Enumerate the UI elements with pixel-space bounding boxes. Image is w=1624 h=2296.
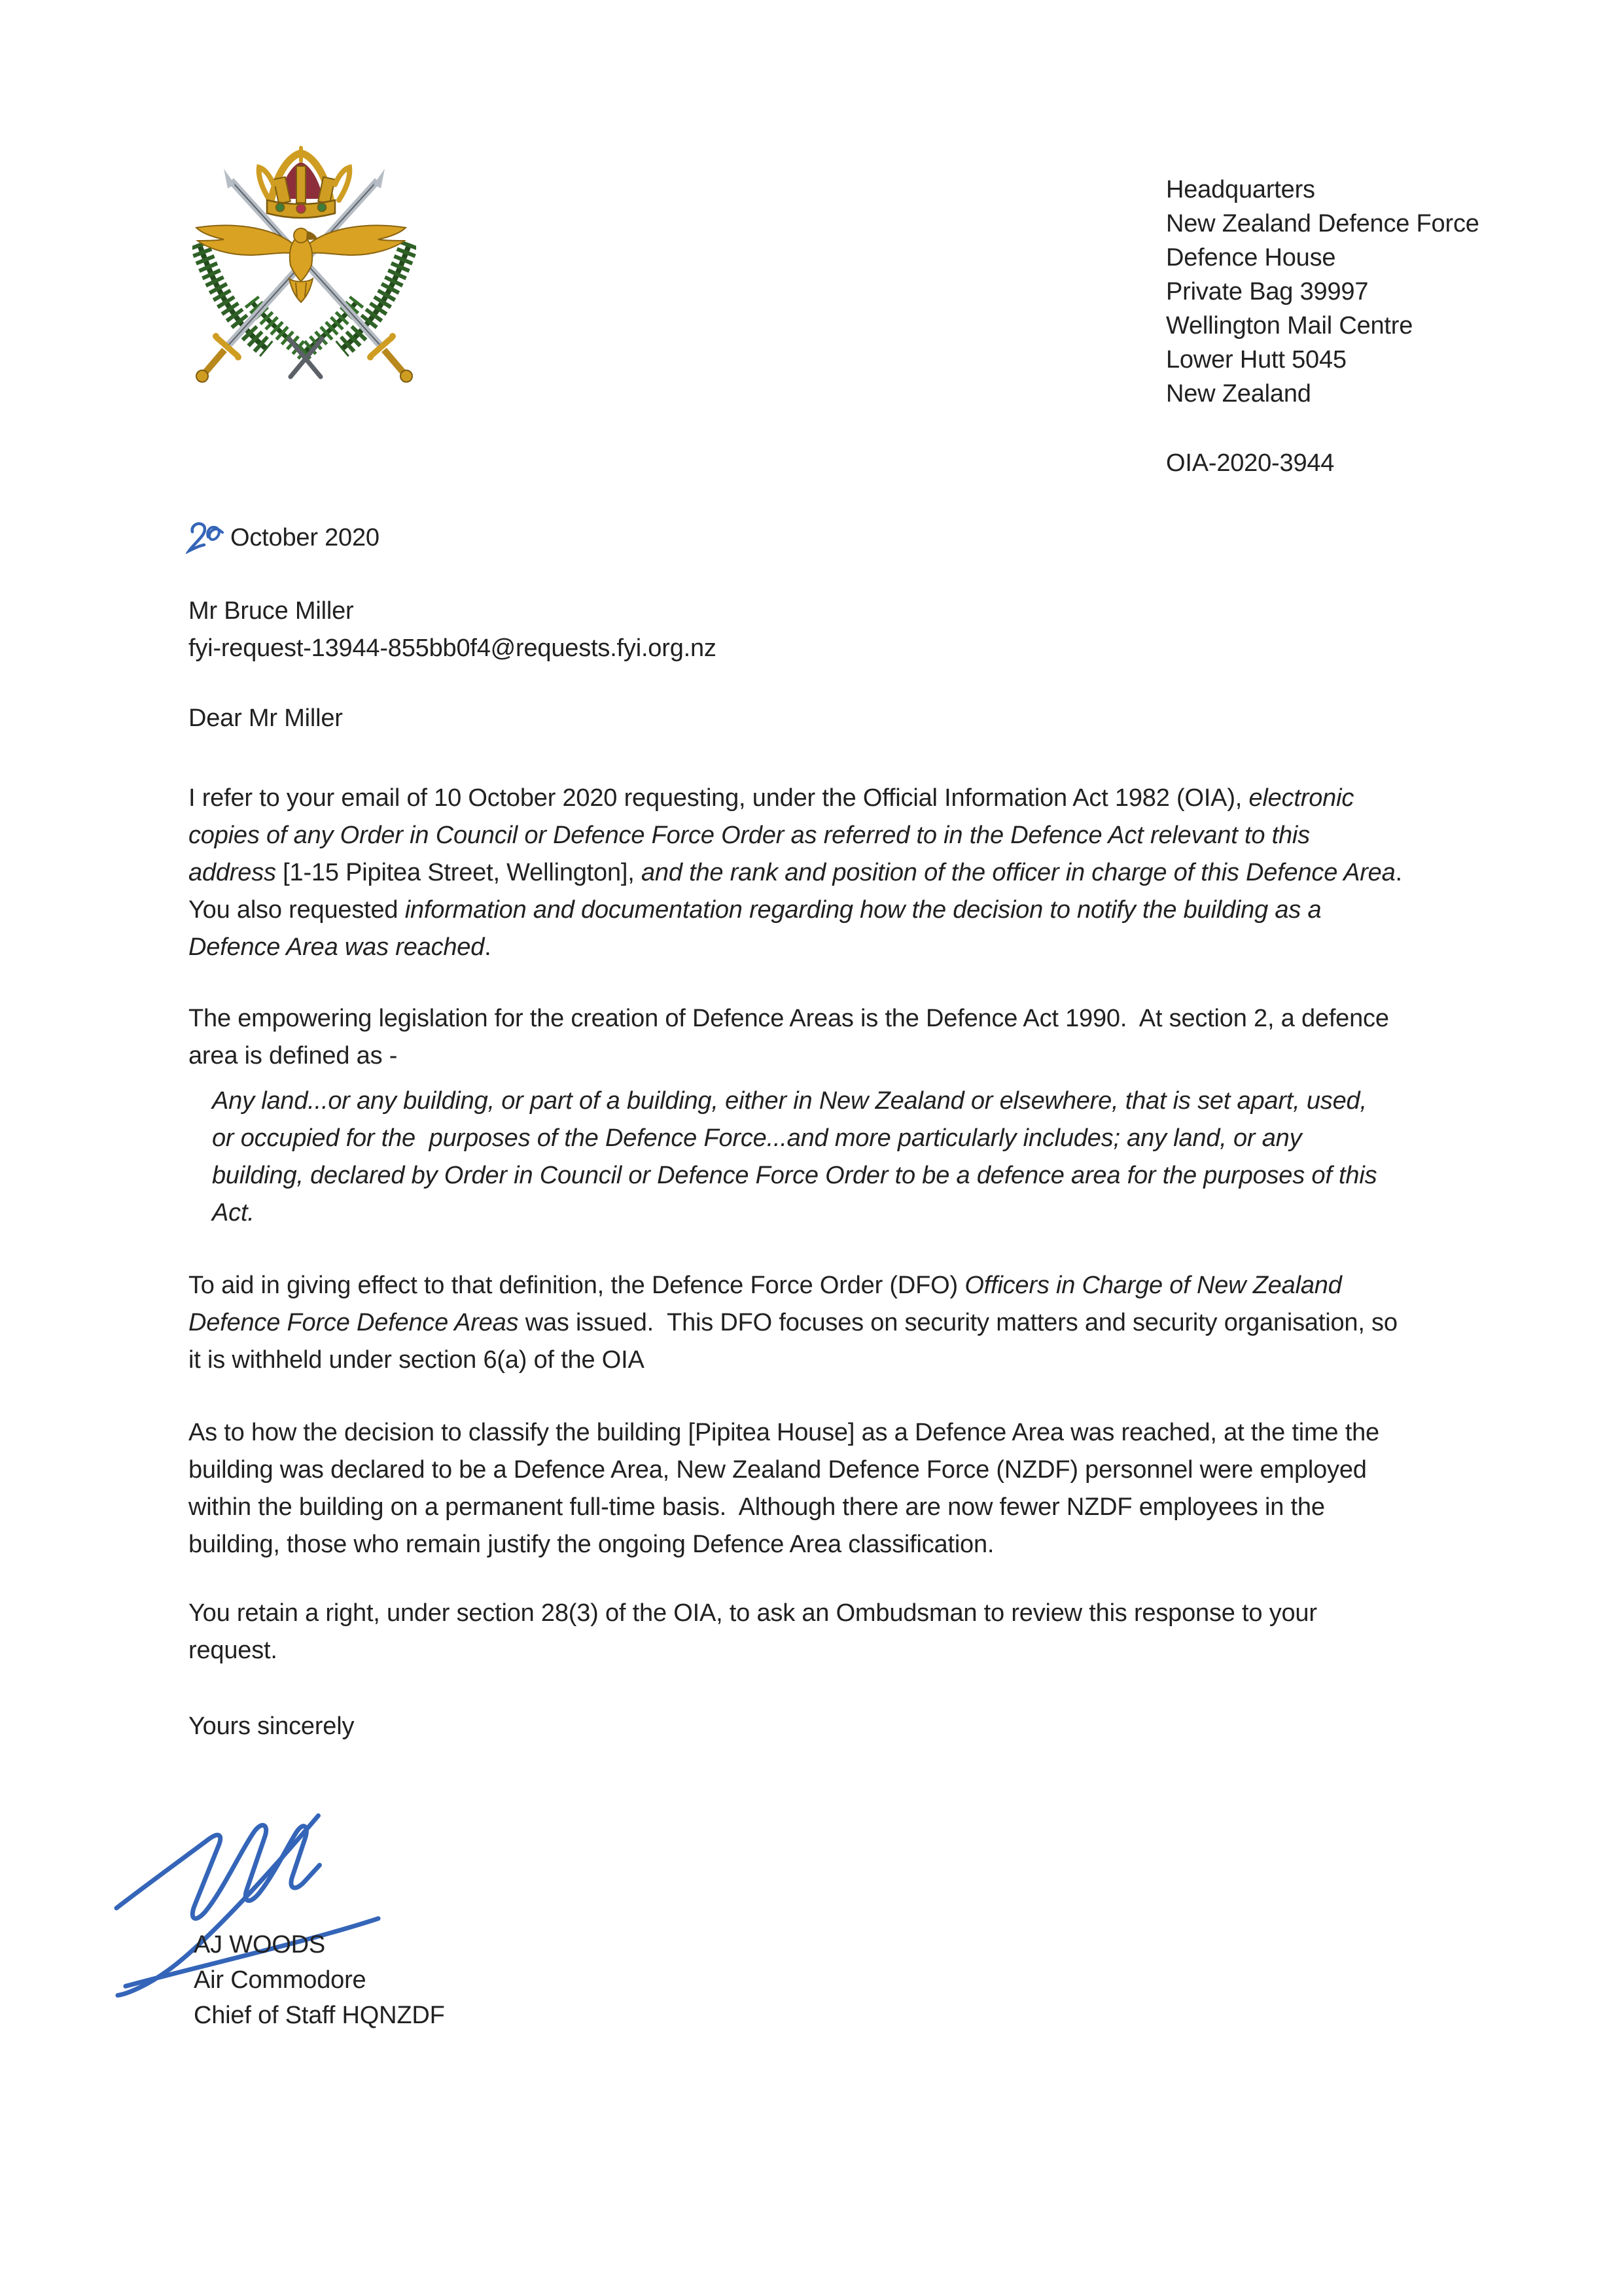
paragraph-text: To aid in giving effect to that definition, the Defence Force Order (DFO): [188, 1272, 965, 1299]
salutation: Dear Mr Miller: [188, 704, 343, 732]
sender-line: Headquarters: [1166, 176, 1315, 203]
paragraph-text-italic: Officers in Charge of New Zealand Defence Force Defence Areas: [188, 1272, 1349, 1336]
paragraph-text: was issued. This DFO focuses on security matters and security organisation, so it is withheld under section 6(a) of the OIA: [188, 1309, 1405, 1374]
date-text: October 2020: [230, 524, 380, 551]
sender-line: Lower Hutt 5045: [1166, 346, 1347, 374]
closing: Yours sincerely: [188, 1713, 355, 1740]
paragraph-text: .: [484, 933, 491, 961]
paragraph-legislation: [188, 1000, 1403, 1075]
paragraph-text-italic: electronic copies of any Order in Council or Defence Force Order as referred to in the Defence Act relevant to this address: [188, 784, 1361, 886]
signatory-block: [194, 1927, 445, 2033]
paragraph-text: [1-15 Pipitea Street, Wellington],: [283, 859, 641, 886]
sender-line: New Zealand Defence Force: [1166, 210, 1479, 237]
paragraph-text: You retain a right, under section 28(3) of the OIA, to ask an Ombudsman to review this response to your request.: [188, 1599, 1324, 1664]
nzdf-crest-logo: [192, 144, 416, 387]
signatory-title: Chief of Staff HQNZDF: [194, 2002, 445, 2029]
paragraph-ombudsman: [188, 1595, 1403, 1669]
paragraph-classification: [188, 1414, 1403, 1563]
handwritten-day-icon: [186, 521, 225, 555]
sender-line: Wellington Mail Centre: [1166, 312, 1413, 339]
quote-defence-area-definition: [212, 1083, 1395, 1232]
paragraph-text: . You also requested: [188, 859, 1415, 924]
sender-line: Private Bag 39997: [1166, 278, 1369, 305]
signatory-name: AJ WOODS: [194, 1931, 326, 1958]
crown-icon: [259, 148, 350, 218]
recipient-block: [188, 593, 716, 667]
sender-line: New Zealand: [1166, 380, 1311, 408]
recipient-name: Mr Bruce Miller: [188, 597, 354, 625]
sender-line: Defence House: [1166, 244, 1336, 271]
paragraph-text-italic: information and documentation regarding how the decision to notify the building as a Defence Area was reached: [188, 896, 1328, 961]
paragraph-text-italic: and the rank and position of the officer in charge of this Defence Area: [641, 859, 1396, 886]
sender-address: [1166, 173, 1479, 411]
paragraph-request: [188, 780, 1415, 966]
signatory-rank: Air Commodore: [194, 1966, 366, 1994]
paragraph-text: The empowering legislation for the creation of Defence Areas is the Defence Act 1990. At section 2, a defence area is defined as -: [188, 1005, 1396, 1070]
paragraph-dfo: [188, 1267, 1403, 1379]
paragraph-text: I refer to your email of 10 October 2020 requesting, under the Official Information Act 1982 (OIA),: [188, 784, 1249, 812]
recipient-email: fyi-request-13944-855bb0f4@requests.fyi.org.nz: [188, 635, 716, 662]
quote-text: Any land...or any building, or part of a building, either in New Zealand or elsewhere, that is set apart, used, or occupied for the purposes of the Defence Force...and more particularly includes; any land, or any building, declared by Order in Council or Defence Force Order to be a defence area for the purposes of this Act.: [212, 1087, 1383, 1226]
reference-number: OIA-2020-3944: [1166, 449, 1335, 477]
paragraph-text: As to how the decision to classify the building [Pipitea House] as a Defence Area was reached, at the time the building was declared to be a Defence Area, New Zealand Defence Force (NZDF) personnel were employed within the building on a permanent full-time basis. Although there are now fewer NZDF employees in the building, those who remain justify the ongoing Defence Area classification.: [188, 1419, 1386, 1558]
